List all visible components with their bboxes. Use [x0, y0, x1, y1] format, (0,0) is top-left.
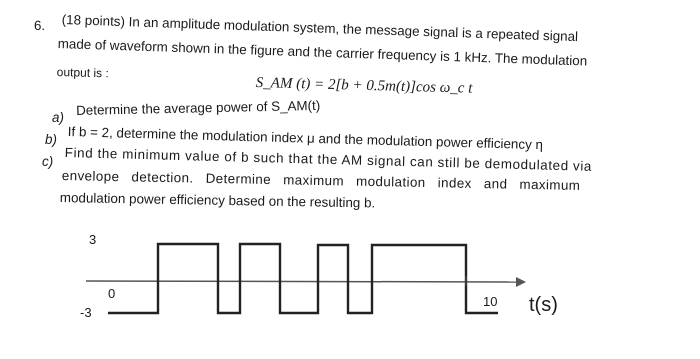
part-c-continuation-1: envelope detection. Determine maximum modulation index and maximum: [61, 168, 581, 193]
time-axis-arrowhead: [516, 277, 526, 287]
y-label-bottom: -3: [80, 305, 92, 320]
zero-label: 0: [108, 286, 116, 301]
time-axis-label: t(s): [529, 294, 558, 316]
part-c-letter: c): [42, 154, 54, 169]
time-axis: [86, 281, 516, 282]
part-c-continuation-2: modulation power efficiency based on the resulting b.: [59, 190, 376, 211]
problem-line-1: (18 points) In an amplitude modulation system, the message signal is a repeated signal: [61, 12, 579, 45]
problem-line-3: output is :: [56, 64, 109, 81]
part-a-text: Determine the average power of S_AM(t): [76, 97, 321, 118]
problem-line-2: made of waveform shown in the figure and the carrier frequency is 1 kHz. The modulation: [57, 36, 588, 69]
tick-label-10: 10: [483, 294, 498, 309]
part-b-text: If b = 2, determine the modulation index μ and the modulation power efficiency η: [67, 124, 544, 153]
part-c-text: Find the minimum value of b such that the AM signal can still be demodulated via: [64, 145, 593, 174]
problem-number: 6.: [33, 17, 46, 34]
part-b-letter: b): [45, 132, 57, 147]
y-label-top: 3: [89, 232, 97, 247]
message-signal-line: [108, 244, 498, 313]
modulation-equation: S_AM (t) = 2[b + 0.5m(t)]cos ω_c t: [255, 75, 473, 97]
part-a-letter: a): [52, 110, 64, 125]
